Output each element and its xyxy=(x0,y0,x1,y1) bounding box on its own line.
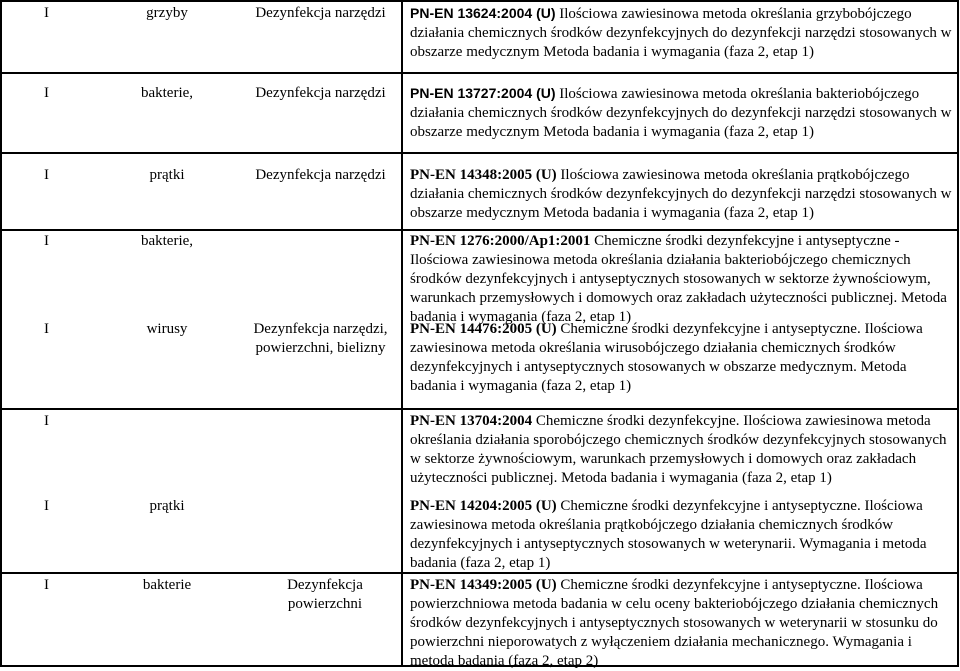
row-divider xyxy=(0,229,958,231)
standard-cell xyxy=(410,4,955,62)
standard-code: PN-EN 14348:2005 (U) xyxy=(410,167,557,183)
table-top-border xyxy=(0,0,958,2)
class-cell: I xyxy=(44,577,49,593)
standard-cell xyxy=(410,412,955,488)
organism-cell: prątki xyxy=(149,498,185,514)
standard-description: Ilościowa zawiesinowa metoda określania prątkobójczego działania chemicznych środków dezynfekcyjnych do dezynfekcji narzędzi stosowanych w obszarze medycznym Metoda badania i wymagania (faza 2, etap 1) xyxy=(410,167,952,221)
standard-cell xyxy=(410,497,955,573)
area-cell: Dezynfekcja narzędzi, powierzchni, bielizny xyxy=(253,321,388,356)
area-cell: Dezynfekcja narzędzi xyxy=(255,167,386,183)
class-cell: I xyxy=(44,85,49,101)
standard-code: PN-EN 1276:2000/Ap1:2001 xyxy=(410,233,591,249)
standard-description: Ilościowa zawiesinowa metoda określania grzybobójczego działania chemicznych środków dezynfekcyjnych do dezynfekcji narzędzi stosowanych w obszarze medycznym Metoda badania i wymagania (faza 2, etap 1) xyxy=(410,6,952,60)
standard-code: PN-EN 14349:2005 (U) xyxy=(410,577,557,593)
table-right-border xyxy=(957,0,959,667)
standard-description: Ilościowa zawiesinowa metoda określania bakteriobójczego działania chemicznych środków dezynfekcyjnych do dezynfekcji narzędzi stosowanych w obszarze medycznym Metoda badania i wymagania (faza 2, etap 1) xyxy=(410,86,952,140)
standard-code: PN-EN 13727:2004 (U) xyxy=(410,85,556,101)
area-cell: Dezynfekcja narzędzi xyxy=(255,85,386,101)
standard-description: Chemiczne środki dezynfekcyjne i antyseptyczne. Ilościowa zawiesinowa metoda określania wirusobójczego działania chemicznych środków dezynfekcyjnych i antyseptycznych stosowanych w obszarze medycznym. Metoda badania i wymagania (faza 2, etap 1) xyxy=(410,321,923,394)
standard-cell xyxy=(410,232,955,327)
standard-code: PN-EN 14476:2005 (U) xyxy=(410,321,557,337)
standard-code: PN-EN 13704:2004 xyxy=(410,413,533,429)
organism-cell: prątki xyxy=(149,167,185,183)
standard-code: PN-EN 13624:2004 (U) xyxy=(410,5,556,21)
row-divider xyxy=(0,408,958,410)
standard-code: PN-EN 14204:2005 (U) xyxy=(410,498,557,514)
organism-cell: wirusy xyxy=(146,321,188,337)
standard-cell xyxy=(410,576,955,671)
organism-cell: grzyby xyxy=(146,5,188,21)
standard-description: Chemiczne środki dezynfekcyjne i antyseptyczne - Ilościowa zawiesinowa metoda określania działania bakteriobójczego chemicznych środków dezynfekcyjnych i antyseptycznych stosowanych w sektorze żywnościowym, warunkach przemysłowych i domowych oraz zakładach użyteczności publicznej. Metoda badania i wymagania (faza 2, etap 1) xyxy=(410,233,947,325)
class-cell: I xyxy=(44,321,49,337)
organism-cell: bakterie, xyxy=(140,233,194,249)
standard-cell xyxy=(410,320,955,396)
class-cell: I xyxy=(44,233,49,249)
row-divider xyxy=(0,152,958,154)
organism-cell: bakterie xyxy=(142,577,192,593)
standard-cell xyxy=(410,166,955,223)
class-cell: I xyxy=(44,167,49,183)
class-cell: I xyxy=(44,413,49,429)
class-cell: I xyxy=(44,5,49,21)
standard-description: Chemiczne środki dezynfekcyjne i antyseptyczne. Ilościowa zawiesinowa metoda określania prątkobójczego działania chemicznych środków dezynfekcyjnych i antyseptycznych stosowanych w weterynarii. Wymagania i metoda badania (faza 2, etap 1) xyxy=(410,498,927,571)
standard-cell xyxy=(410,84,955,142)
row-divider xyxy=(0,72,958,74)
column-divider xyxy=(401,0,403,667)
class-cell: I xyxy=(44,498,49,514)
organism-cell: bakterie, xyxy=(140,85,194,101)
standard-description: Chemiczne środki dezynfekcyjne i antyseptyczne. Ilościowa powierzchniowa metoda badania w celu oceny bakteriobójczego działania chemicznych środków dezynfekcyjnych i antyseptycznych stosowanych w weterynarii w stosunku do powierzchni nieporowatych z wyłączeniem działania mechanicznego. Wymagania i metoda badania (faza 2, etap 2) xyxy=(410,577,939,669)
standard-description: Chemiczne środki dezynfekcyjne. Ilościowa zawiesinowa metoda określania działania sporobójczego chemicznych środków dezynfekcyjnych stosowanych w sektorze żywnościowym, warunkach przemysłowych i domowych oraz zakładach użyteczności publicznej. Metoda badania i wymagania (faza 2, etap 1) xyxy=(410,413,947,486)
area-cell: Dezynfekcja narzędzi xyxy=(255,5,386,21)
area-cell: Dezynfekcja powierzchni xyxy=(287,577,363,612)
